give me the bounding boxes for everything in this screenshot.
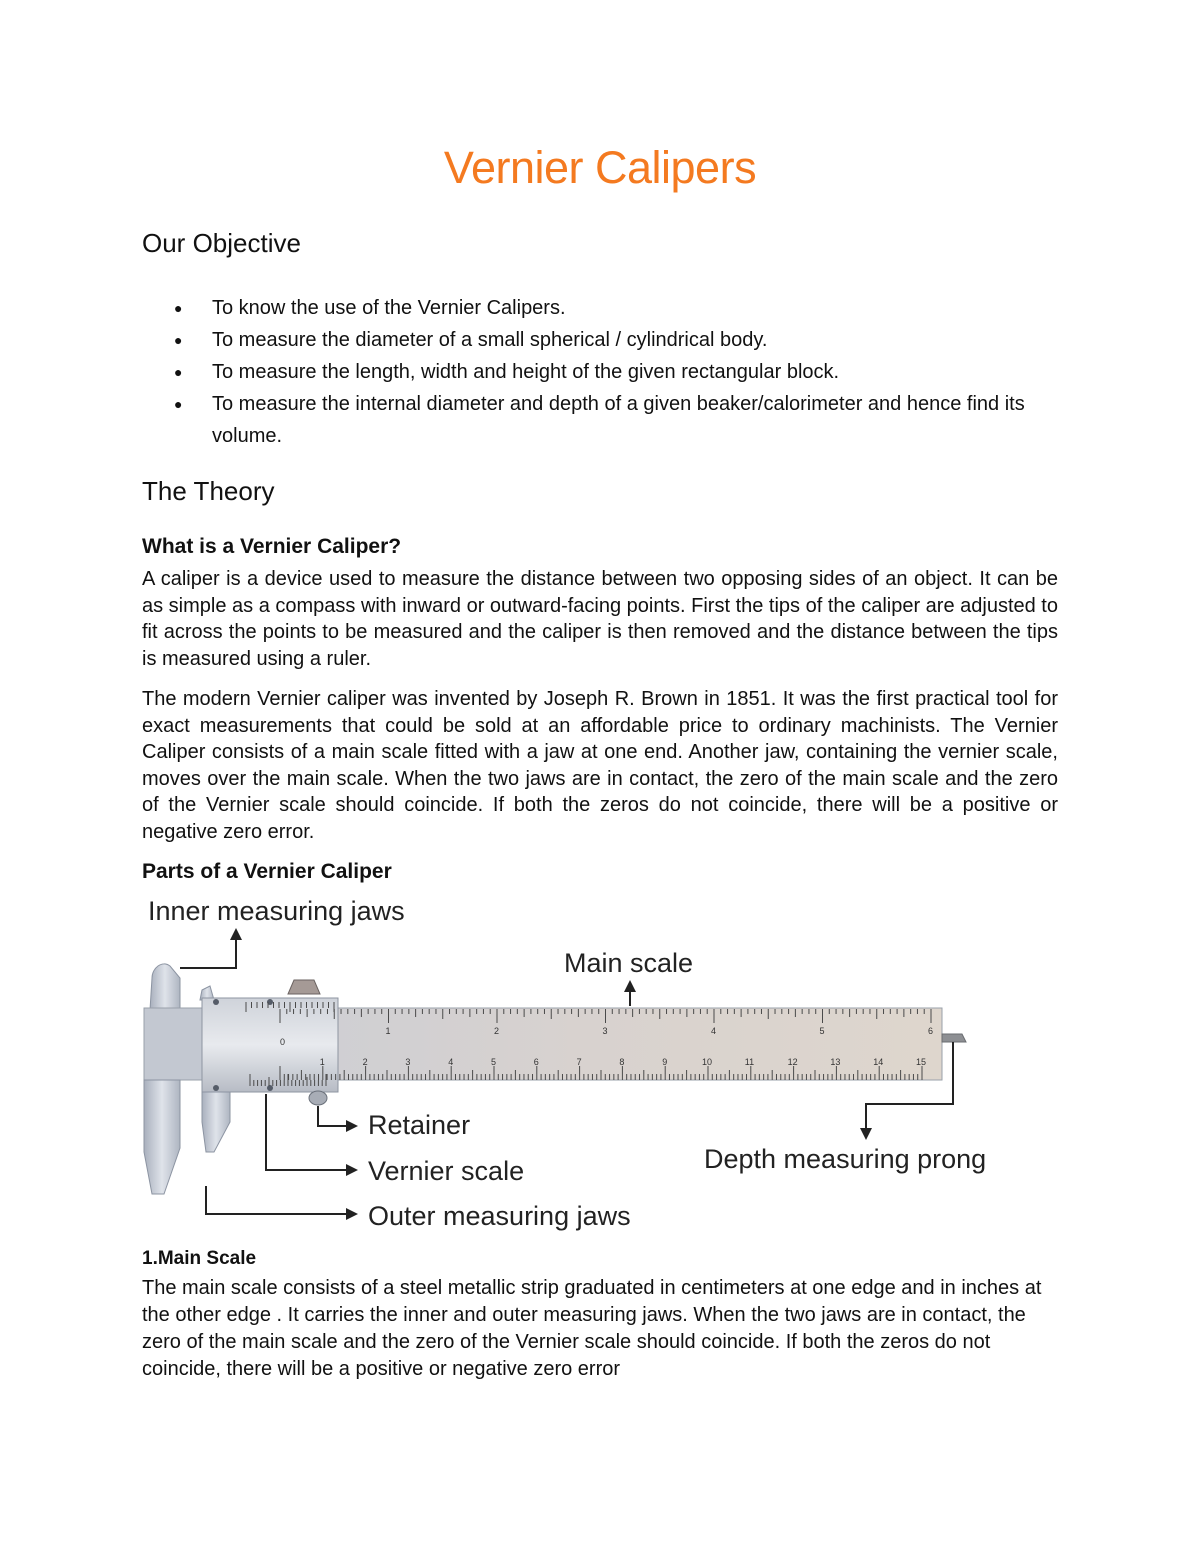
label-depth-measuring-prong: Depth measuring prong — [704, 1144, 987, 1174]
vernier-zero-label: 0 — [280, 1037, 286, 1047]
inch-tick-label: 6 — [928, 1026, 934, 1036]
theory-paragraph-2: The modern Vernier caliper was invented by Joseph R. Brown in 1851. It was the first practical tool for exact measurements that could be sold at an affordable price to ordinary machinists. The Vernier Caliper consists of a main scale fitted with a jaw at one end. Another jaw, containing the vernier scale, moves over the main scale. When the two jaws are in contact, the zero of the main scale and the zero of the Vernier scale should coincide. If both the zeros do not coincide, there will be a positive or negative zero error. — [142, 688, 1058, 843]
label-vernier-scale: Vernier scale — [368, 1156, 525, 1186]
cm-tick-label: 12 — [787, 1057, 798, 1067]
cm-tick-label: 1 — [319, 1057, 325, 1067]
arrow-right-icon — [346, 1120, 358, 1132]
depth-prong — [942, 1034, 966, 1042]
leader-inner-jaws — [180, 936, 236, 968]
list-item: ● To measure the diameter of a small spherical / cylindrical body. — [142, 324, 1072, 356]
theory-paragraph-1: A caliper is a device used to measure the distance between two opposing sides of an object. It can be as simple as a compass with inward or outward-facing points. First the tips of the caliper are adjusted to fit across the points to be measured and the caliper is then removed and the distance between the tips is measured using a ruler. — [142, 568, 1058, 670]
bullet-icon: ● — [174, 332, 183, 348]
cm-tick-label: 15 — [916, 1057, 927, 1067]
retainer-knob-top — [288, 980, 320, 994]
cm-tick-label: 3 — [405, 1057, 411, 1067]
caliper-diagram — [140, 890, 1020, 1240]
cm-tick-label: 11 — [744, 1057, 755, 1067]
arrow-up-icon — [230, 928, 242, 940]
cm-tick-label: 6 — [533, 1057, 539, 1067]
arrow-up-icon — [624, 980, 636, 992]
screw — [213, 1085, 219, 1091]
leader-vernier-scale — [266, 1094, 348, 1170]
screw — [213, 999, 219, 1005]
fixed-head — [144, 1008, 204, 1080]
cm-tick-label: 7 — [576, 1057, 582, 1067]
list-item: ● To know the use of the Vernier Calipers. — [142, 292, 1072, 324]
cm-tick-label: 14 — [873, 1057, 884, 1067]
bullet-icon: ● — [174, 300, 183, 316]
cm-tick-label: 10 — [702, 1057, 713, 1067]
cm-tick-label: 13 — [830, 1057, 841, 1067]
parts-heading: Parts of a Vernier Caliper — [142, 860, 392, 883]
bullet-icon: ● — [174, 396, 183, 412]
screw — [267, 1085, 273, 1091]
what-is-heading: What is a Vernier Caliper? — [142, 535, 402, 558]
objective-heading: Our Objective — [142, 228, 301, 258]
theory-heading: The Theory — [142, 476, 275, 506]
label-outer-measuring-jaws: Outer measuring jaws — [368, 1201, 631, 1231]
vernier-slider — [202, 998, 338, 1092]
main-scale-heading: 1.Main Scale — [142, 1248, 257, 1269]
label-main-scale: Main scale — [564, 948, 694, 978]
inch-tick-label: 4 — [711, 1026, 717, 1036]
cm-tick-label: 8 — [619, 1057, 625, 1067]
inner-jaw-fixed — [150, 964, 180, 1010]
leader-retainer — [318, 1106, 348, 1126]
list-item: ● To measure the internal diameter and depth of a given beaker/calorimeter and hence find its volume. — [142, 388, 1072, 452]
objective-list — [142, 292, 1072, 452]
leader-outer-jaws — [206, 1186, 348, 1214]
arrow-right-icon — [346, 1208, 358, 1220]
inch-tick-label: 3 — [602, 1026, 608, 1036]
cm-tick-label: 4 — [448, 1057, 454, 1067]
cm-tick-label: 2 — [362, 1057, 368, 1067]
inch-tick-label: 1 — [385, 1026, 391, 1036]
outer-jaw-fixed — [144, 1080, 180, 1194]
list-item: ● To measure the length, width and height of the given rectangular block. — [142, 356, 1072, 388]
arrow-down-icon — [860, 1128, 872, 1140]
page-title: Vernier Calipers — [443, 142, 757, 193]
outer-jaw-sliding — [202, 1092, 230, 1152]
cm-tick-label: 9 — [662, 1057, 668, 1067]
bullet-icon: ● — [174, 364, 183, 380]
arrow-right-icon — [346, 1164, 358, 1176]
retainer-knob-bottom — [309, 1091, 327, 1105]
label-inner-measuring-jaws: Inner measuring jaws — [148, 896, 405, 926]
label-retainer: Retainer — [368, 1110, 471, 1140]
inch-tick-label: 2 — [494, 1026, 500, 1036]
cm-tick-label: 5 — [491, 1057, 497, 1067]
main-scale-paragraph: The main scale consists of a steel metallic strip graduated in centimeters at one edge and in inches at the other edge . It carries the inner and outer measuring jaws. When the two jaws are in contact, the zero of the main scale and the zero of the Vernier scale should coincide. If both the zeros do not coincide, there will be a positive or negative zero error — [142, 1277, 1042, 1380]
inch-tick-label: 5 — [819, 1026, 825, 1036]
